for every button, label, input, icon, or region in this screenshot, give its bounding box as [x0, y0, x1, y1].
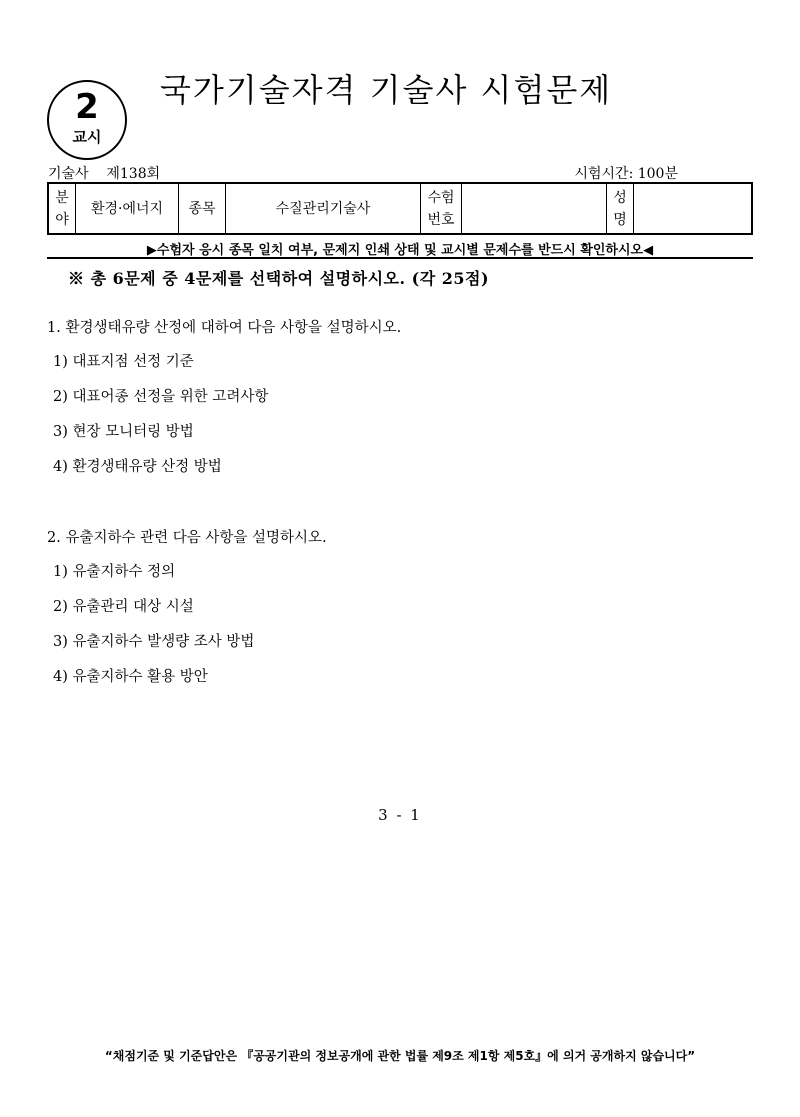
session-number: 2 — [75, 87, 99, 127]
name-label-line-1: 성 — [613, 189, 627, 206]
name-label — [607, 183, 634, 234]
subject-value: 수질관리기술사 — [226, 183, 421, 234]
question-1-item: 1) 대표지점 선정 기준 — [53, 354, 194, 370]
field-value: 환경·에너지 — [76, 183, 179, 234]
field-label — [48, 183, 76, 234]
subject-label: 종목 — [179, 183, 226, 234]
exam-time: 시험시간: 100분 — [574, 166, 678, 182]
field-label-line-1: 분 — [55, 189, 69, 206]
instruction: ※ 총 6문제 중 4문제를 선택하여 설명하시오. (각 25점) — [68, 269, 490, 288]
question-1-item: 4) 환경생태유량 산정 방법 — [53, 459, 222, 475]
footer-notice: “채점기준 및 기준답안은 『공공기관의 정보공개에 관한 법률 제9조 제1항 제5호』에 의거 공개하지 않습니다” — [104, 1049, 696, 1063]
question-2-item: 3) 유출지하수 발생량 조사 방법 — [53, 634, 255, 650]
question-2-item: 4) 유출지하수 활용 방안 — [53, 669, 208, 685]
name-label-line-2: 명 — [613, 211, 627, 228]
exam-number-field[interactable] — [462, 183, 607, 234]
session-badge — [47, 80, 127, 160]
name-field[interactable] — [634, 183, 753, 234]
page-number: 3 - 1 — [378, 806, 422, 824]
question-1-item: 3) 현장 모니터링 방법 — [53, 424, 194, 440]
exam-round: 기술사 제138회 — [48, 166, 161, 182]
question-1-item: 2) 대표어종 선정을 위한 고려사항 — [53, 389, 269, 405]
exam-number-label — [421, 183, 462, 234]
session-label: 교시 — [72, 128, 102, 146]
question-1-heading: 1. 환경생태유량 산정에 대하여 다음 사항을 설명하시오. — [47, 320, 402, 336]
exam-number-label-line-1: 수험 — [427, 189, 455, 206]
exam-title: 국가기술자격 기술사 시험문제 — [160, 71, 613, 109]
question-2-item: 1) 유출지하수 정의 — [53, 564, 176, 580]
check-notice: ▶수험자 응시 종목 일치 여부, 문제지 인쇄 상태 및 교시별 문제수를 반드시 확인하시오◀ — [146, 243, 654, 258]
divider — [47, 257, 753, 259]
field-label-line-2: 야 — [55, 211, 69, 228]
question-2-item: 2) 유출관리 대상 시설 — [53, 599, 194, 615]
exam-info-table — [47, 182, 753, 235]
question-2-heading: 2. 유출지하수 관련 다음 사항을 설명하시오. — [47, 530, 327, 546]
exam-number-label-line-2: 번호 — [427, 211, 455, 228]
